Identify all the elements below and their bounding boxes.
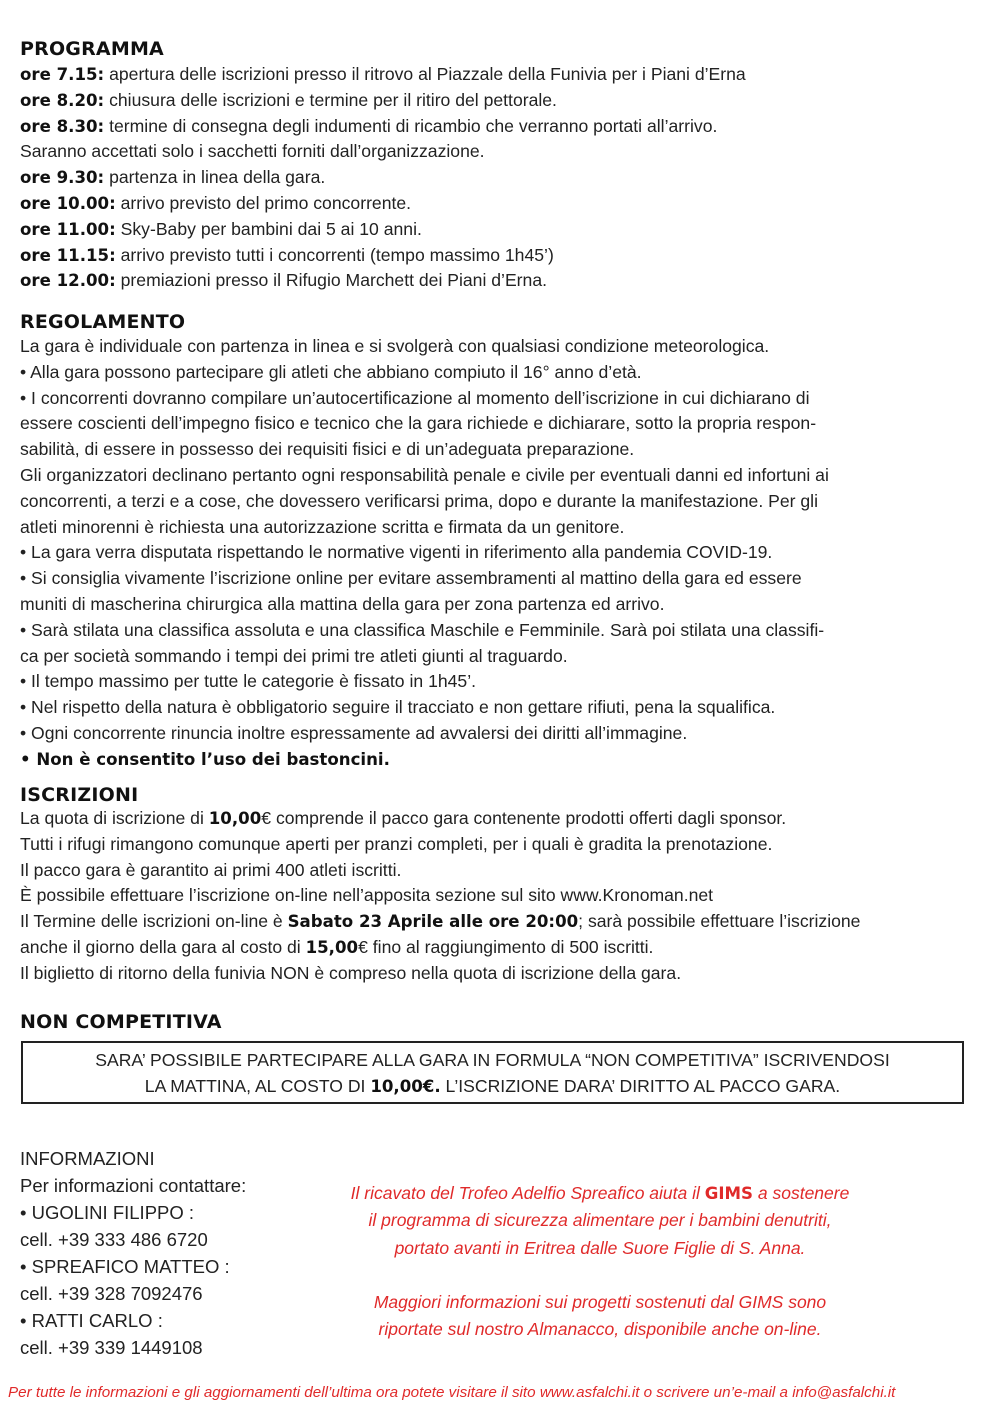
notice-line — [23, 1073, 962, 1100]
contact-name: • RATTI CARLO : — [20, 1310, 163, 1331]
text-run: a sostenere — [753, 1183, 850, 1203]
item-text: apertura delle iscrizioni presso il ritrovo al Piazzale della Funivia per i Piani d’Erna — [104, 64, 746, 84]
list-item — [20, 62, 980, 88]
list-item — [20, 88, 980, 114]
paragraph-line: sabilità, di essere in possesso dei requisiti fisici e di un’adeguata preparazione. — [20, 439, 635, 460]
item-text: termine di consegna degli indumenti di ricambio che verranno portati all’arrivo. — [104, 115, 718, 136]
text-run: Il ricavato del Trofeo Adelfio Spreafico aiuta il — [350, 1183, 705, 1203]
deadline-value: Sabato 23 Aprile alle ore 20:00 — [287, 912, 579, 932]
paragraph-line: Il biglietto di ritorno della funivia NON è compreso nella quota di iscrizione della gara. — [20, 962, 682, 983]
text-run: € comprende il pacco gara contenente prodotti offerti dagli sponsor. — [261, 808, 787, 828]
list-item — [20, 243, 980, 269]
informazioni-block — [20, 1145, 340, 1361]
time-label: ore 11.15: — [20, 245, 116, 265]
text-run: L’ISCRIZIONE DARA’ DIRITTO AL PACCO GARA. — [440, 1076, 841, 1096]
paragraph-line: La gara è individuale con partenza in linea e si svolgerà con qualsiasi condizione meteorologica. — [20, 336, 770, 356]
informazioni-title: INFORMAZIONI — [20, 1148, 155, 1169]
item-text: Saranno accettati solo i sacchetti forniti dall’organizzazione. — [20, 141, 485, 162]
contact-name: • UGOLINI FILIPPO : — [20, 1202, 195, 1223]
paragraph-line: concorrenti, a terzi e a cose, che dovessero verificarsi prima, dopo e durante la manifestazione. Per gli — [20, 490, 818, 511]
note-line: riportate sul nostro Almanacco, disponibile anche on-line. — [378, 1319, 822, 1340]
paragraph-line: • Ogni concorrente rinuncia inoltre espressamente ad avvalersi dei diritti all’immagine. — [20, 722, 688, 743]
contact-phone: cell. +39 328 7092476 — [20, 1283, 203, 1304]
list-item — [20, 114, 980, 140]
note-line: portato avanti in Eritrea dalle Suore Figlie di S. Anna. — [394, 1237, 806, 1258]
text-run: La quota di iscrizione di — [20, 808, 209, 828]
item-text: chiusura delle iscrizioni e termine per il ritiro del pettorale. — [104, 89, 557, 110]
iscrizioni-title: ISCRIZIONI — [20, 784, 139, 806]
text-run: anche il giorno della gara al costo di — [20, 936, 306, 957]
paragraph-line — [20, 806, 980, 832]
paragraph-line: • La gara verra disputata rispettando le normative vigenti in riferimento alla pandemia COVID-19. — [20, 542, 773, 563]
price-value: 10,00 — [208, 809, 262, 828]
list-item — [20, 217, 980, 243]
non-competitiva-box — [21, 1041, 964, 1104]
item-text: Sky-Baby per bambini dai 5 ai 10 anni. — [115, 218, 422, 239]
price-value: 10,00€. — [370, 1077, 441, 1096]
item-text: arrivo previsto del primo concorrente. — [115, 192, 412, 213]
gims-note — [340, 1180, 860, 1343]
informazioni-intro: Per informazioni contattare: — [20, 1175, 247, 1196]
paragraph-line: • Nel rispetto della natura è obbligatorio seguire il tracciato e non gettare rifiuti, pena la squalifica. — [20, 697, 776, 718]
time-label: ore 7.15: — [20, 65, 105, 84]
programma-list — [20, 62, 980, 294]
list-item — [20, 191, 980, 217]
programma-title: PROGRAMMA — [20, 38, 164, 60]
paragraph-line: • Si consiglia vivamente l’iscrizione online per evitare assembramenti al mattino della gara ed essere — [20, 568, 802, 589]
list-item — [20, 165, 980, 191]
item-text: premiazioni presso il Rifugio Marchett dei Piani d’Erna. — [115, 270, 547, 291]
note-line: Maggiori informazioni sui progetti sostenuti dal GIMS sono — [373, 1291, 827, 1312]
regolamento-body — [20, 334, 980, 773]
paragraph-line: • Il tempo massimo per tutte le categorie è fissato in 1h45’. — [20, 671, 477, 692]
paragraph-line: • Sarà stilata una classifica assoluta e una classifica Maschile e Femminile. Sarà poi stilata una classifi- — [20, 619, 825, 640]
paragraph-line: • Alla gara possono partecipare gli atleti che abbiano compiuto il 16° anno d’età. — [20, 361, 642, 382]
item-text: arrivo previsto tutti i concorrenti (tempo massimo 1h45’) — [115, 244, 554, 265]
list-item — [20, 268, 980, 294]
notice-line: SARA’ POSSIBILE PARTECIPARE ALLA GARA IN FORMULA “NON COMPETITIVA” ISCRIVENDOSI — [95, 1050, 890, 1070]
paragraph-line: essere coscienti dell’impegno fisico e tecnico che la gara richiede e dichiarare, sotto la propria respon- — [20, 413, 817, 434]
text-run: LA MATTINA, AL COSTO DI — [144, 1076, 371, 1096]
paragraph-line: muniti di mascherina chirurgica alla mattina della gara per zona partenza ed arrivo. — [20, 593, 665, 614]
non-competitiva-title: NON COMPETITIVA — [20, 1011, 222, 1033]
paragraph-line — [20, 935, 980, 961]
text-run: ; sarà possibile effettuare l’iscrizione — [578, 911, 861, 932]
gims-name: GIMS — [704, 1184, 754, 1203]
time-label: ore 11.00: — [20, 219, 116, 239]
paragraph-line: Tutti i rifugi rimangono comunque aperti per pranzi completi, per i quali è gradita la prenotazione. — [20, 833, 773, 854]
time-label: ore 8.20: — [20, 90, 105, 110]
contact-phone: cell. +39 333 486 6720 — [20, 1229, 208, 1250]
text-run: Il Termine delle iscrizioni on-line è — [20, 911, 288, 932]
paragraph-line: • I concorrenti dovranno compilare un’autocertificazione al momento dell’iscrizione in cui dichiarano di — [20, 387, 810, 408]
price-value: 15,00 — [305, 937, 359, 957]
paragraph-line: Gli organizzatori declinano pertanto ogni responsabilità penale e civile per eventuali danni ed infortuni ai — [20, 464, 829, 485]
text-run: € fino al raggiungimento di 500 iscritti. — [358, 936, 654, 957]
time-label: ore 8.30: — [20, 116, 105, 136]
time-label: ore 9.30: — [20, 168, 105, 188]
note-line: il programma di sicurezza alimentare per i bambini denutriti, — [368, 1210, 832, 1231]
contact-name: • SPREAFICO MATTEO : — [20, 1256, 230, 1277]
note-line — [340, 1180, 860, 1207]
time-label: ore 12.00: — [20, 271, 116, 291]
item-text: partenza in linea della gara. — [104, 167, 326, 188]
paragraph-line — [20, 909, 980, 935]
footer-note: Per tutte le informazioni e gli aggiornamenti dell’ultima ora potete visitare il sito www.asfalchi.it o scrivere un’e-mail a info@asfalchi.it — [8, 1384, 896, 1401]
list-item — [20, 139, 980, 165]
iscrizioni-body — [20, 806, 980, 987]
bastoncini-rule: • Non è consentito l’uso dei bastoncini. — [20, 749, 390, 769]
paragraph-line: atleti minorenni è richiesta una autorizzazione scritta e firmata da un genitore. — [20, 516, 625, 537]
regolamento-title: REGOLAMENTO — [20, 311, 186, 333]
paragraph-line: Il pacco gara è garantito ai primi 400 atleti iscritti. — [20, 859, 402, 880]
spacer — [340, 1262, 860, 1289]
paragraph-line: È possibile effettuare l’iscrizione on-line nell’apposita sezione sul sito www.Kronoman.net — [20, 885, 714, 906]
paragraph-line: ca per società sommando i tempi dei primi tre atleti giunti al traguardo. — [20, 645, 568, 666]
time-label: ore 10.00: — [20, 193, 116, 213]
contact-phone: cell. +39 339 1449108 — [20, 1337, 203, 1358]
